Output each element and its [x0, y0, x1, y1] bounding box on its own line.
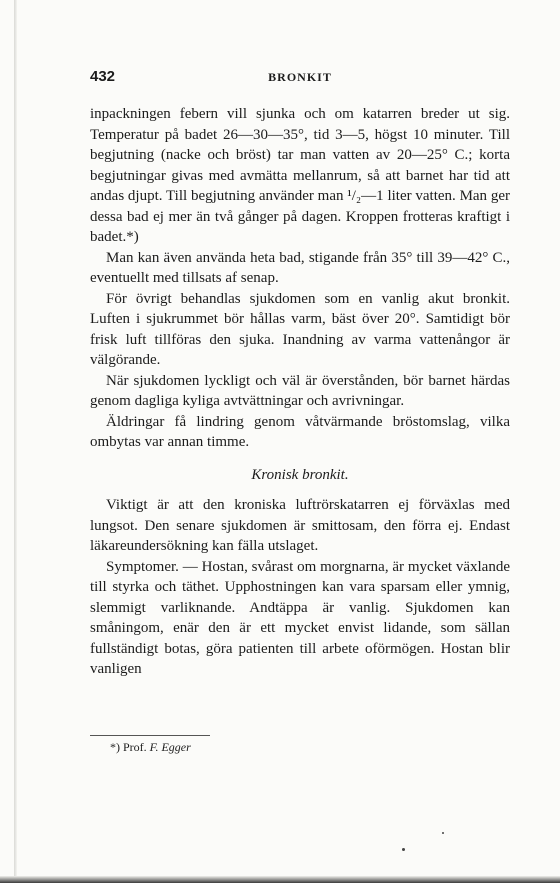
- paragraph-aldringar: Äldringar få lindring genom våtvärmande bröstomslag, vilka ombytas var annan timme.: [90, 413, 510, 450]
- page-bottom-edge: [0, 876, 560, 883]
- paragraph-continued: inpackningen febern vill sjunka och om katarren breder ut sig. Temperatur på badet 26—30—35°, tid 3—5, högst 10 minuter. Till begjutning (nacke och bröst) tar man vatten av 20—25° C.; korta begjutningar givas med avmätta mellanrum, så att barnet har tid att andas djupt. Till begjutning använder man ¹/₂—1 liter vatten. Man ger dessa bad ej mer än två gånger på dagen. Kroppen frotteras kraftigt i badet.*): [90, 106, 510, 245]
- paragraph-recovery: När sjukdomen lyckligt och väl är överstånden, bör barnet härdas genom dagliga kyliga avtvättningar och avrivningar.: [90, 372, 510, 409]
- running-head: BRONKIT: [268, 70, 332, 84]
- paragraph-treatment: För övrigt behandlas sjukdomen som en vanlig akut bronkit. Luften i sjukrummet bör hållas varm, bäst över 20°. Samtidigt bör frisk luft tillföras den sjuka. Inandning av varma vattenångor är välgörande.: [90, 290, 510, 368]
- footnote-marker: *): [110, 740, 120, 754]
- page-left-edge: [14, 0, 17, 883]
- print-speck: [442, 832, 444, 834]
- paragraph-heta-bad: Man kan även använda heta bad, stigande från 35° till 39—42° C., eventuellt med tillsats af senap.: [90, 249, 510, 286]
- footnote-author: F. Egger: [149, 740, 191, 754]
- paragraph-chronic-intro: Viktigt är att den kroniska luftrörskatarren ej förväxlas med lungsot. Den senare sjukdomen är smittosam, den förra ej. Endast läkareundersökning kan fälla utslaget.: [90, 497, 510, 554]
- page-header: [90, 68, 510, 88]
- body-text: [90, 104, 510, 680]
- footnote-rule: [90, 735, 210, 736]
- section-heading: Kronisk bronkit.: [251, 466, 349, 483]
- footnote: [110, 740, 191, 755]
- print-speck: [402, 848, 405, 851]
- paragraph-symptoms: Symptomer. — Hostan, svårast om morgnarna, är mycket växlande till styrka och täthet. Upphostningen kan vara sparsam eller ymnig, slemmigt varliknande. Andtäppa är vanlig. Sjukdomen kan småningom, enär den är ett mycket envist lidande, som sällan fullständigt botas, göra patienten till arbete oförmögen. Hostan blir vanligen: [90, 558, 510, 677]
- page-number: 432: [90, 68, 116, 85]
- footnote-text: Prof.: [123, 740, 147, 754]
